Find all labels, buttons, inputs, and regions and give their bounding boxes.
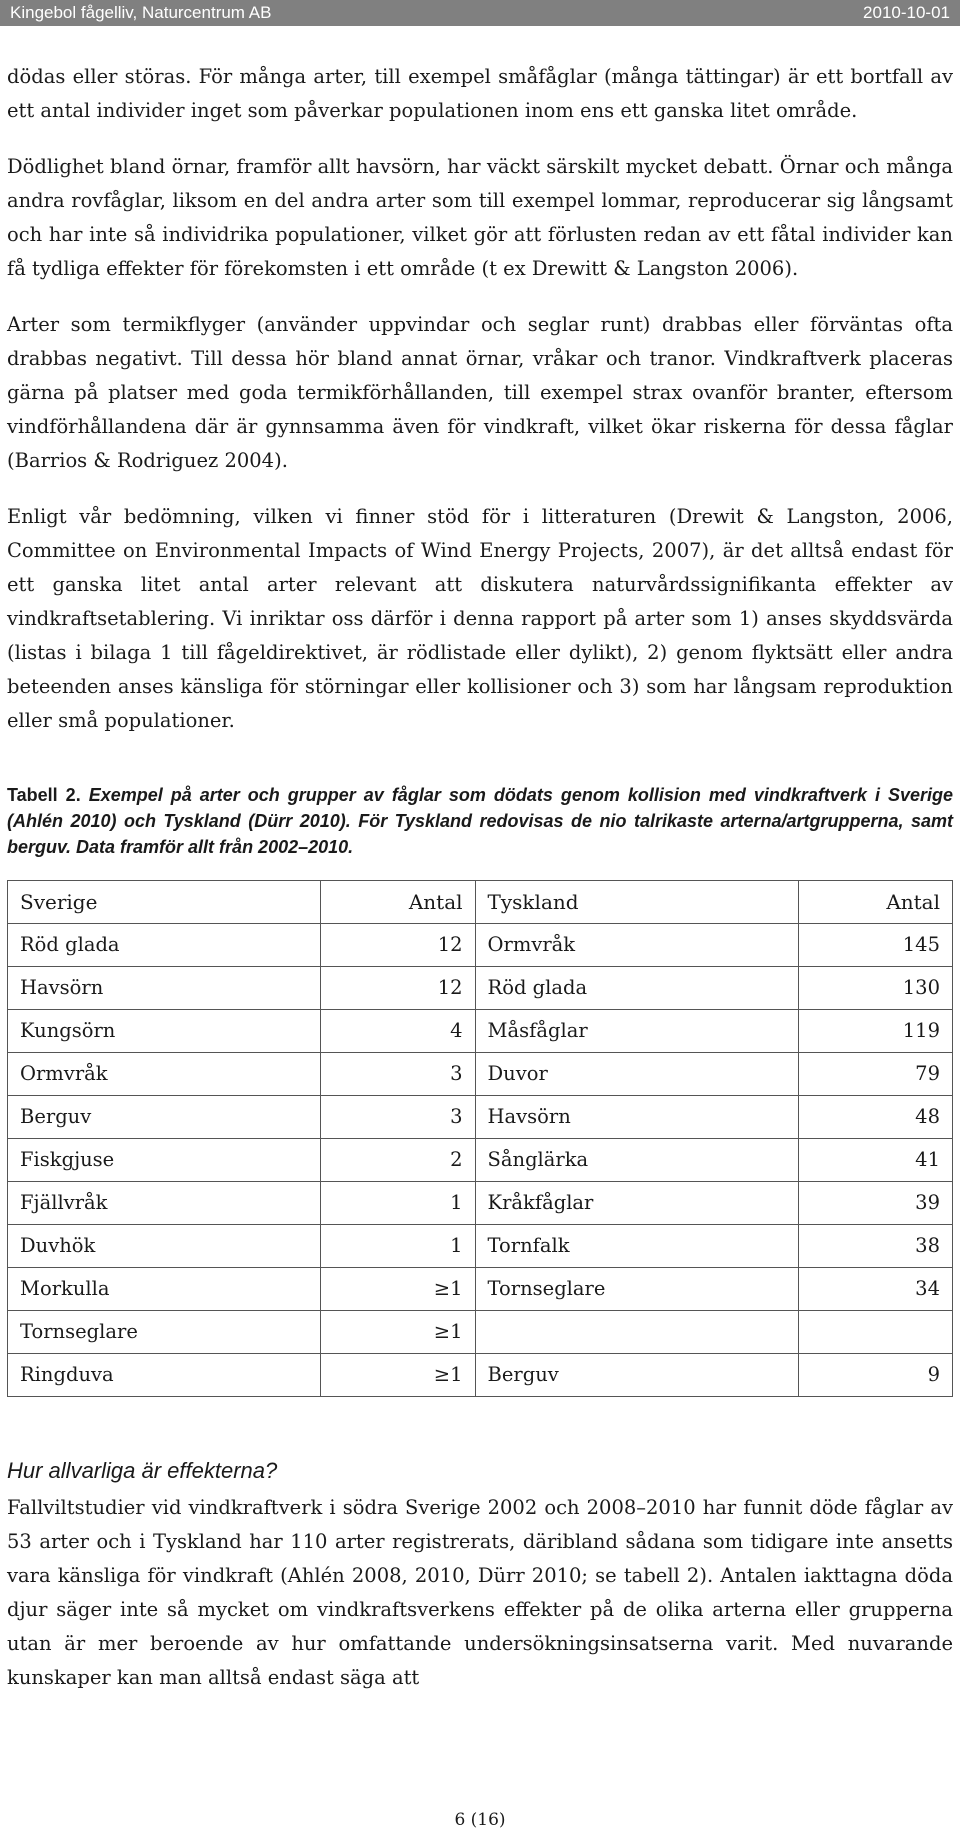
cell-sverige-count: 12: [321, 924, 475, 967]
cell-sverige-species: Tornseglare: [8, 1311, 321, 1354]
cell-tyskland-count: 39: [798, 1182, 952, 1225]
document-body: [7, 60, 953, 1717]
section-title: Hur allvarliga är effekterna?: [7, 1458, 278, 1483]
cell-sverige-count: ≥1: [321, 1311, 475, 1354]
cell-tyskland-count: [798, 1311, 952, 1354]
table-row: [8, 1354, 953, 1397]
cell-sverige-count: 2: [321, 1139, 475, 1182]
cell-sverige-species: Morkulla: [8, 1268, 321, 1311]
table-row: [8, 1182, 953, 1225]
section-paragraph: Fallviltstudier vid vindkraftverk i södra Sverige 2002 och 2008–2010 har funnit döde fåglar av 53 arter och i Tyskland har 110 arter registrerats, däribland sådana som tidigare inte ansetts vara känsliga för vindkraft (Ahlén 2008, 2010, Dürr 2010; se tabell 2). Antalen iakttagna döda djur säger inte så mycket om vindkraftsverkens effekter på de olika arterna eller grupperna utan är mer beroende av hur omfattande undersökningsinsatserna varit. Med nuvarande kunskaper kan man alltså endast säga att: [7, 1496, 953, 1689]
cell-tyskland-count: 48: [798, 1096, 952, 1139]
table-body: [8, 924, 953, 1397]
cell-tyskland-species: Berguv: [475, 1354, 798, 1397]
cell-sverige-species: Duvhök: [8, 1225, 321, 1268]
table-row: [8, 1053, 953, 1096]
cell-tyskland-species: Duvor: [475, 1053, 798, 1096]
header-title: Kingebol fågelliv, Naturcentrum AB: [10, 3, 272, 22]
cell-tyskland-species: Tornseglare: [475, 1268, 798, 1311]
table-row: [8, 1225, 953, 1268]
paragraph: Enligt vår bedömning, vilken vi finner stöd för i litteraturen (Drewit & Langston, 2006, Committee on Environmental Impacts of Wind Energy Projects, 2007), är det alltså endast för ett ganska litet antal arter relevant att diskutera naturvårdssignifikanta effekter av vindkraftsetablering. Vi inriktar oss därför i denna rapport på arter som 1) anses skyddsvärda (listas i bilaga 1 till fågeldirektivet, är rödlistade eller dylikt), 2) genom flyktsätt eller andra beteenden anses känsliga för störningar eller kollisioner och 3) som har långsam reproduktion eller små populationer.: [7, 505, 953, 732]
table-header-row: [8, 881, 953, 924]
table-caption-text: Exempel på arter och grupper av fåglar som dödats genom kollision med vindkraftverk i Sverige (Ahlén 2010) och Tyskland (Dürr 2010). För Tyskland redovisas de nio talrikaste arterna/artgrupperna, samt berguv. Data framför allt från 2002–2010.: [7, 785, 953, 857]
table-row: [8, 1139, 953, 1182]
cell-tyskland-count: 41: [798, 1139, 952, 1182]
cell-tyskland-count: 130: [798, 967, 952, 1010]
cell-tyskland-count: 38: [798, 1225, 952, 1268]
table-caption: [7, 782, 953, 860]
page-header: [0, 0, 960, 26]
table-row: [8, 1268, 953, 1311]
cell-sverige-species: Havsörn: [8, 967, 321, 1010]
cell-sverige-count: ≥1: [321, 1354, 475, 1397]
cell-tyskland-species: Sånglärka: [475, 1139, 798, 1182]
cell-tyskland-species: [475, 1311, 798, 1354]
header-sverige: Sverige: [8, 881, 321, 924]
cell-sverige-count: ≥1: [321, 1268, 475, 1311]
cell-tyskland-species: Måsfåglar: [475, 1010, 798, 1053]
table-caption-lead: Tabell 2.: [7, 785, 81, 805]
cell-sverige-species: Ormvråk: [8, 1053, 321, 1096]
cell-sverige-count: 1: [321, 1182, 475, 1225]
cell-sverige-count: 4: [321, 1010, 475, 1053]
cell-tyskland-count: 9: [798, 1354, 952, 1397]
cell-tyskland-species: Tornfalk: [475, 1225, 798, 1268]
cell-sverige-species: Ringduva: [8, 1354, 321, 1397]
header-antal-sverige: Antal: [321, 881, 475, 924]
cell-sverige-count: 3: [321, 1096, 475, 1139]
paragraph: Arter som termikflyger (använder uppvindar och seglar runt) drabbas eller förväntas ofta drabbas negativt. Till dessa hör bland annat örnar, vråkar och tranor. Vindkraftverk placeras gärna på platser med goda termikförhållanden, till exempel strax ovanför branter, eftersom vindförhållandena där är gynnsamma även för vindkraft, vilket ökar riskerna för dessa fåglar (Barrios & Rodriguez 2004).: [7, 313, 953, 472]
cell-sverige-species: Kungsörn: [8, 1010, 321, 1053]
table-row: [8, 1096, 953, 1139]
paragraph: Dödlighet bland örnar, framför allt havsörn, har väckt särskilt mycket debatt. Örnar och många andra rovfåglar, liksom en del andra arter som till exempel lommar, reproducerar sig långsamt och har inte så individrika populationer, vilket gör att förlusten redan av ett fåtal individer kan få tydliga effekter för förekomsten i ett område (t ex Drewitt & Langston 2006).: [7, 155, 953, 280]
cell-tyskland-species: Havsörn: [475, 1096, 798, 1139]
header-date: 2010-10-01: [863, 3, 950, 22]
cell-sverige-count: 1: [321, 1225, 475, 1268]
cell-sverige-species: Fjällvråk: [8, 1182, 321, 1225]
cell-tyskland-species: Kråkfåglar: [475, 1182, 798, 1225]
bird-collision-table: [7, 880, 953, 1397]
cell-sverige-count: 3: [321, 1053, 475, 1096]
page-number: 6 (16): [454, 1810, 506, 1830]
cell-sverige-species: Fiskgjuse: [8, 1139, 321, 1182]
table-row: [8, 967, 953, 1010]
cell-sverige-species: Röd glada: [8, 924, 321, 967]
paragraph: dödas eller störas. För många arter, till exempel småfåglar (många tättingar) är ett bortfall av ett antal individer inget som påverkar populationen inom ens ett ganska litet område.: [7, 65, 953, 122]
cell-sverige-species: Berguv: [8, 1096, 321, 1139]
table-row: [8, 1311, 953, 1354]
cell-tyskland-count: 119: [798, 1010, 952, 1053]
table-row: [8, 924, 953, 967]
cell-sverige-count: 12: [321, 967, 475, 1010]
cell-tyskland-count: 34: [798, 1268, 952, 1311]
cell-tyskland-species: Röd glada: [475, 967, 798, 1010]
cell-tyskland-count: 145: [798, 924, 952, 967]
header-antal-tyskland: Antal: [798, 881, 952, 924]
header-tyskland: Tyskland: [475, 881, 798, 924]
table-row: [8, 1010, 953, 1053]
cell-tyskland-species: Ormvråk: [475, 924, 798, 967]
cell-tyskland-count: 79: [798, 1053, 952, 1096]
